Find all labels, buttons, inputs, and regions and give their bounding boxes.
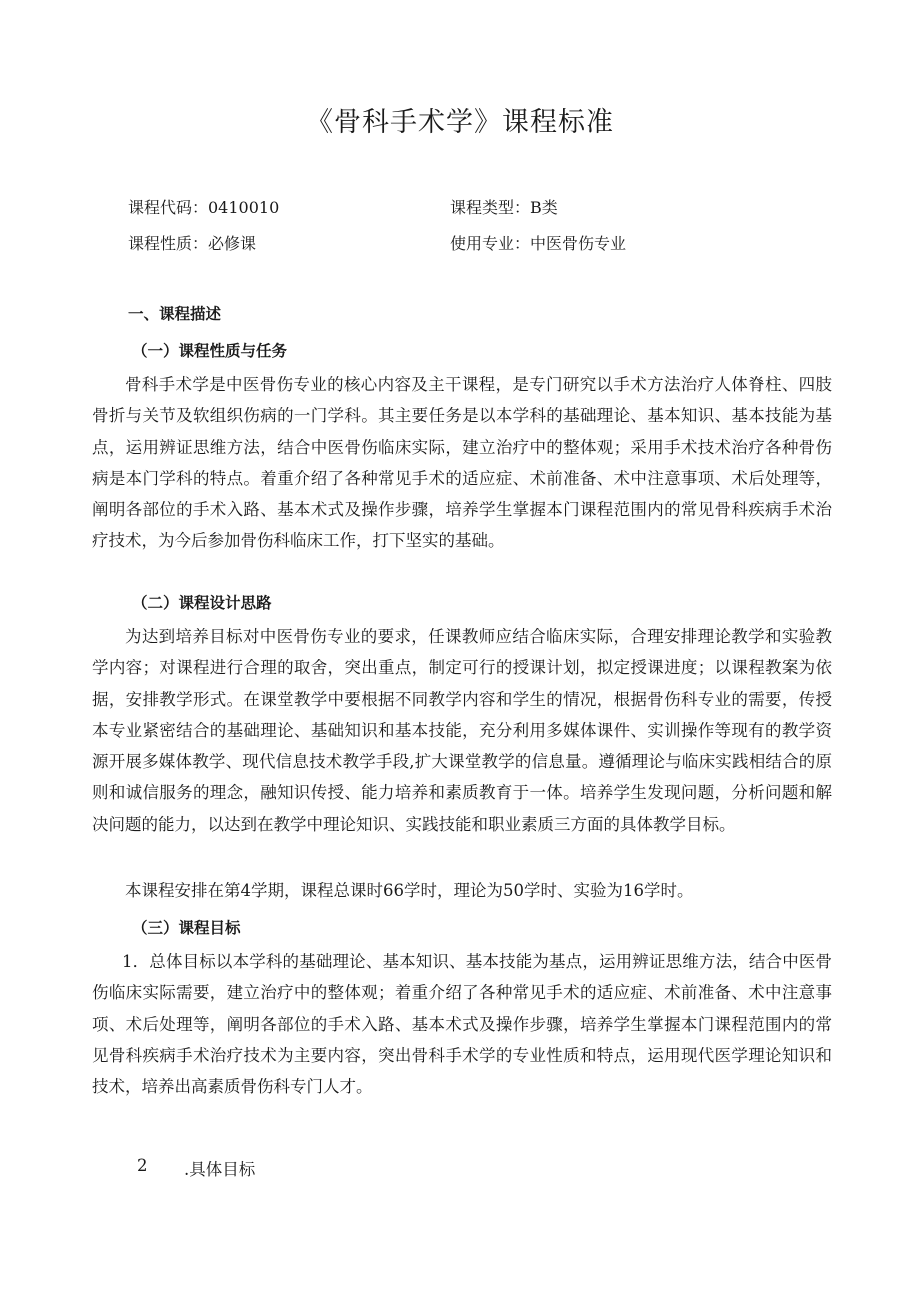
- subsection-heading-design: （二）课程设计思路: [132, 594, 272, 612]
- document-title: 《骨科手术学》课程标准: [306, 107, 614, 138]
- section-heading-description: 一、课程描述: [128, 305, 222, 323]
- course-type: 课程类型：B类: [450, 198, 558, 217]
- paragraph-schedule: 本课程安排在第4学期，课程总课时66学时，理论为50学时、实验为16学时。: [125, 881, 694, 900]
- paragraph-goal-overall: 1．总体目标以本学科的基础理论、基本知识、基本技能为基点，运用辨证思维方法，结合中医骨伤临床实际需要，建立治疗中的整体观；着重介绍了各种常见手术的适应症、术前准备、术中注意事项、术后处理等，阐明各部位的手术入路、基本术式及操作步骤，培养学生掌握本门课程范围内的常见骨科疾病手术治疗技术为主要内容，突出骨科手术学的专业性质和特点，运用现代医学理论知识和技术，培养出高素质骨伤科专门人才。: [92, 952, 832, 1097]
- goal-2-number: 2: [137, 1156, 148, 1175]
- goal-2-label: .具体目标: [184, 1160, 256, 1179]
- course-code: 课程代码：0410010: [128, 198, 280, 217]
- paragraph-nature-task: 骨科手术学是中医骨伤专业的核心内容及主干课程，是专门研究以手术方法治疗人体脊柱、四肢骨折与关节及软组织伤病的一门学科。其主要任务是以本学科的基础理论、基本知识、基本技能为基点，运用辨证思维方法，结合中医骨伤临床实际，建立治疗中的整体观；采用手术技术治疗各种骨伤病是本门学科的特点。着重介绍了各种常见手术的适应症、术前准备、术中注意事项、术后处理等，阐明各部位的手术入路、基本术式及操作步骤，培养学生掌握本门课程范围内的常见骨科疾病手术治疗技术，为今后参加骨伤科临床工作，打下坚实的基础。: [92, 375, 832, 551]
- subsection-heading-goals: （三）课程目标: [132, 919, 241, 937]
- subsection-heading-nature-task: （一）课程性质与任务: [132, 342, 288, 360]
- course-major: 使用专业：中医骨伤专业: [450, 234, 627, 253]
- paragraph-design: 为达到培养目标对中医骨伤专业的要求，任课教师应结合临床实际，合理安排理论教学和实验教学内容；对课程进行合理的取舍，突出重点，制定可行的授课计划，拟定授课进度；以课程教案为依据，安排教学形式。在课堂教学中要根据不同教学内容和学生的情况，根据骨伤科专业的需要，传授本专业紧密结合的基础理论、基础知识和基本技能，充分利用多媒体课件、实训操作等现有的教学资源开展多媒体教学、现代信息技术教学手段,扩大课堂教学的信息量。遵循理论与临床实践相结合的原则和诚信服务的理念，融知识传授、能力培养和素质教育于一体。培养学生发现问题，分析问题和解决问题的能力，以达到在教学中理论知识、实践技能和职业素质三方面的具体教学目标。: [92, 627, 832, 834]
- course-nature: 课程性质：必修课: [128, 234, 257, 253]
